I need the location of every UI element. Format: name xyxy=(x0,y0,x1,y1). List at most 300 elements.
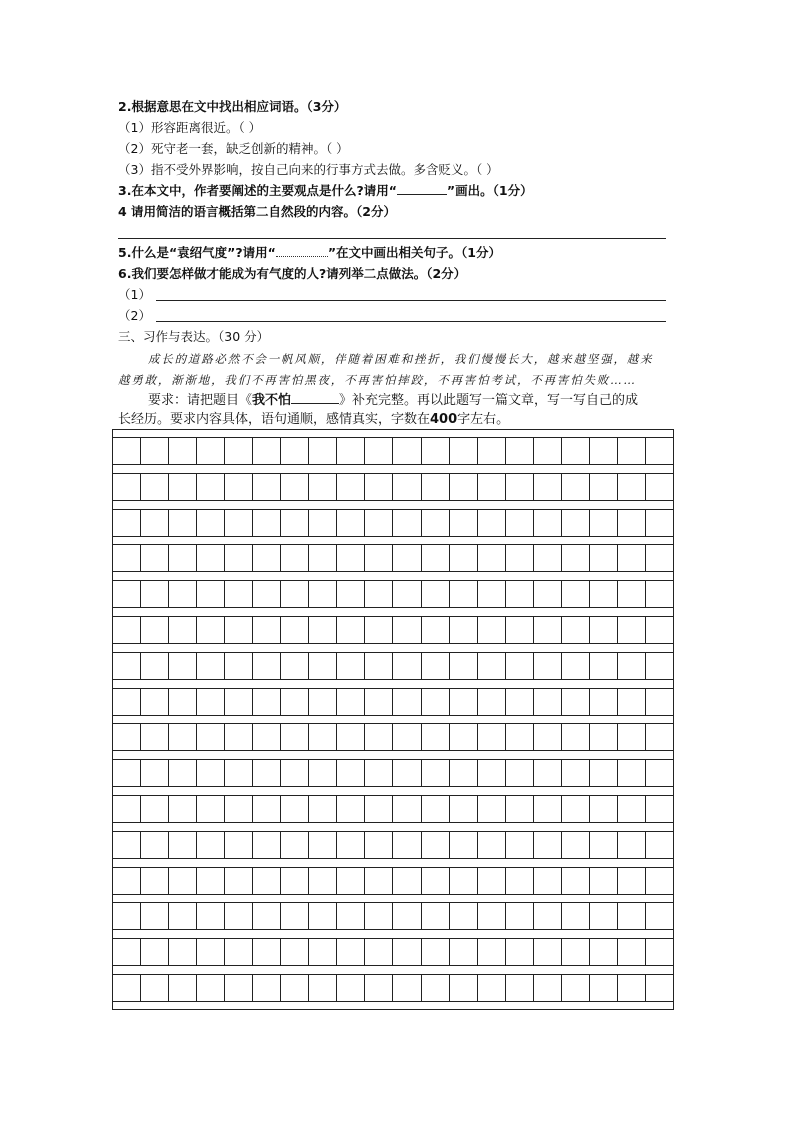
grid-cell[interactable] xyxy=(393,545,421,571)
grid-cell[interactable] xyxy=(562,724,590,750)
grid-cell[interactable] xyxy=(365,581,393,607)
grid-cell[interactable] xyxy=(113,975,141,1001)
grid-cell[interactable] xyxy=(113,438,141,464)
grid-cell[interactable] xyxy=(169,903,197,929)
grid-cell[interactable] xyxy=(422,832,450,858)
grid-cell[interactable] xyxy=(337,903,365,929)
grid-cell[interactable] xyxy=(281,868,309,894)
grid-cell[interactable] xyxy=(253,545,281,571)
grid-cell[interactable] xyxy=(646,796,673,822)
grid-cell[interactable] xyxy=(309,545,337,571)
grid-cell[interactable] xyxy=(450,474,478,500)
grid-cell[interactable] xyxy=(337,545,365,571)
grid-cell[interactable] xyxy=(478,975,506,1001)
grid-cell[interactable] xyxy=(590,617,618,643)
grid-cell[interactable] xyxy=(141,617,169,643)
grid-cell[interactable] xyxy=(253,975,281,1001)
grid-cell[interactable] xyxy=(478,903,506,929)
grid-cell[interactable] xyxy=(281,581,309,607)
grid-cell[interactable] xyxy=(141,760,169,786)
grid-cell[interactable] xyxy=(281,832,309,858)
grid-row[interactable] xyxy=(113,974,673,1002)
grid-cell[interactable] xyxy=(365,689,393,715)
grid-cell[interactable] xyxy=(422,581,450,607)
grid-cell[interactable] xyxy=(506,510,534,536)
grid-cell[interactable] xyxy=(113,545,141,571)
grid-cell[interactable] xyxy=(393,581,421,607)
grid-cell[interactable] xyxy=(590,760,618,786)
grid-cell[interactable] xyxy=(225,438,253,464)
grid-cell[interactable] xyxy=(450,545,478,571)
grid-cell[interactable] xyxy=(422,760,450,786)
grid-cell[interactable] xyxy=(309,724,337,750)
grid-cell[interactable] xyxy=(197,939,225,965)
grid-cell[interactable] xyxy=(141,796,169,822)
grid-row[interactable] xyxy=(113,509,673,537)
grid-cell[interactable] xyxy=(562,545,590,571)
grid-cell[interactable] xyxy=(618,975,646,1001)
grid-cell[interactable] xyxy=(450,438,478,464)
grid-cell[interactable] xyxy=(618,939,646,965)
grid-cell[interactable] xyxy=(393,617,421,643)
grid-cell[interactable] xyxy=(309,939,337,965)
grid-cell[interactable] xyxy=(590,474,618,500)
grid-row[interactable] xyxy=(113,831,673,859)
grid-cell[interactable] xyxy=(253,474,281,500)
grid-cell[interactable] xyxy=(337,796,365,822)
grid-cell[interactable] xyxy=(393,438,421,464)
grid-cell[interactable] xyxy=(253,832,281,858)
grid-cell[interactable] xyxy=(253,689,281,715)
grid-row[interactable] xyxy=(113,867,673,895)
grid-cell[interactable] xyxy=(141,724,169,750)
grid-cell[interactable] xyxy=(141,653,169,679)
grid-cell[interactable] xyxy=(197,832,225,858)
grid-cell[interactable] xyxy=(225,939,253,965)
grid-cell[interactable] xyxy=(169,474,197,500)
grid-cell[interactable] xyxy=(365,868,393,894)
grid-cell[interactable] xyxy=(393,868,421,894)
grid-cell[interactable] xyxy=(113,581,141,607)
grid-cell[interactable] xyxy=(590,832,618,858)
grid-cell[interactable] xyxy=(113,868,141,894)
grid-cell[interactable] xyxy=(506,689,534,715)
grid-cell[interactable] xyxy=(197,438,225,464)
grid-cell[interactable] xyxy=(506,796,534,822)
grid-cell[interactable] xyxy=(534,545,562,571)
grid-cell[interactable] xyxy=(590,653,618,679)
grid-cell[interactable] xyxy=(618,724,646,750)
grid-cell[interactable] xyxy=(618,617,646,643)
grid-cell[interactable] xyxy=(450,975,478,1001)
grid-cell[interactable] xyxy=(646,868,673,894)
grid-cell[interactable] xyxy=(141,581,169,607)
grid-cell[interactable] xyxy=(337,975,365,1001)
grid-cell[interactable] xyxy=(337,724,365,750)
grid-cell[interactable] xyxy=(281,438,309,464)
essay-title-blank[interactable] xyxy=(291,391,339,404)
grid-cell[interactable] xyxy=(478,724,506,750)
grid-cell[interactable] xyxy=(141,510,169,536)
grid-cell[interactable] xyxy=(169,939,197,965)
grid-cell[interactable] xyxy=(225,581,253,607)
grid-cell[interactable] xyxy=(281,903,309,929)
grid-cell[interactable] xyxy=(365,545,393,571)
grid-cell[interactable] xyxy=(365,510,393,536)
grid-cell[interactable] xyxy=(281,796,309,822)
grid-cell[interactable] xyxy=(253,438,281,464)
grid-cell[interactable] xyxy=(618,760,646,786)
grid-cell[interactable] xyxy=(422,868,450,894)
grid-cell[interactable] xyxy=(534,975,562,1001)
grid-cell[interactable] xyxy=(646,760,673,786)
grid-cell[interactable] xyxy=(169,760,197,786)
writing-grid[interactable] xyxy=(112,429,674,1010)
grid-cell[interactable] xyxy=(309,689,337,715)
grid-cell[interactable] xyxy=(225,617,253,643)
grid-cell[interactable] xyxy=(337,438,365,464)
grid-cell[interactable] xyxy=(281,474,309,500)
grid-cell[interactable] xyxy=(478,581,506,607)
grid-cell[interactable] xyxy=(506,975,534,1001)
grid-cell[interactable] xyxy=(506,545,534,571)
grid-cell[interactable] xyxy=(281,689,309,715)
grid-cell[interactable] xyxy=(422,939,450,965)
grid-cell[interactable] xyxy=(309,975,337,1001)
grid-cell[interactable] xyxy=(197,617,225,643)
grid-cell[interactable] xyxy=(590,903,618,929)
q4-answer-line[interactable] xyxy=(118,238,666,239)
grid-cell[interactable] xyxy=(393,653,421,679)
grid-cell[interactable] xyxy=(337,689,365,715)
grid-cell[interactable] xyxy=(281,510,309,536)
grid-cell[interactable] xyxy=(113,617,141,643)
grid-cell[interactable] xyxy=(478,474,506,500)
grid-cell[interactable] xyxy=(646,724,673,750)
grid-cell[interactable] xyxy=(365,903,393,929)
grid-cell[interactable] xyxy=(646,939,673,965)
grid-cell[interactable] xyxy=(646,689,673,715)
grid-cell[interactable] xyxy=(478,510,506,536)
grid-cell[interactable] xyxy=(393,724,421,750)
grid-row[interactable] xyxy=(113,723,673,751)
grid-cell[interactable] xyxy=(309,581,337,607)
grid-cell[interactable] xyxy=(197,581,225,607)
grid-row[interactable] xyxy=(113,795,673,823)
grid-cell[interactable] xyxy=(590,510,618,536)
grid-row[interactable] xyxy=(113,473,673,501)
grid-cell[interactable] xyxy=(393,689,421,715)
grid-cell[interactable] xyxy=(590,724,618,750)
grid-cell[interactable] xyxy=(225,868,253,894)
grid-cell[interactable] xyxy=(197,760,225,786)
grid-cell[interactable] xyxy=(562,903,590,929)
grid-cell[interactable] xyxy=(225,903,253,929)
grid-cell[interactable] xyxy=(253,510,281,536)
grid-cell[interactable] xyxy=(281,939,309,965)
grid-cell[interactable] xyxy=(197,545,225,571)
grid-cell[interactable] xyxy=(113,724,141,750)
grid-cell[interactable] xyxy=(562,760,590,786)
grid-cell[interactable] xyxy=(169,653,197,679)
grid-cell[interactable] xyxy=(309,438,337,464)
grid-cell[interactable] xyxy=(169,510,197,536)
grid-cell[interactable] xyxy=(253,653,281,679)
grid-cell[interactable] xyxy=(590,939,618,965)
grid-cell[interactable] xyxy=(534,832,562,858)
grid-cell[interactable] xyxy=(393,474,421,500)
grid-cell[interactable] xyxy=(534,474,562,500)
grid-cell[interactable] xyxy=(534,510,562,536)
grid-cell[interactable] xyxy=(197,510,225,536)
grid-cell[interactable] xyxy=(141,975,169,1001)
grid-cell[interactable] xyxy=(393,760,421,786)
grid-cell[interactable] xyxy=(393,903,421,929)
grid-cell[interactable] xyxy=(365,617,393,643)
q6-answer-line-2[interactable] xyxy=(156,321,666,322)
grid-cell[interactable] xyxy=(562,474,590,500)
grid-cell[interactable] xyxy=(646,474,673,500)
grid-cell[interactable] xyxy=(534,438,562,464)
grid-cell[interactable] xyxy=(562,689,590,715)
grid-cell[interactable] xyxy=(197,975,225,1001)
grid-cell[interactable] xyxy=(590,796,618,822)
grid-cell[interactable] xyxy=(337,510,365,536)
grid-cell[interactable] xyxy=(590,545,618,571)
grid-cell[interactable] xyxy=(562,832,590,858)
grid-cell[interactable] xyxy=(478,868,506,894)
grid-cell[interactable] xyxy=(113,474,141,500)
grid-cell[interactable] xyxy=(590,868,618,894)
grid-cell[interactable] xyxy=(113,689,141,715)
grid-cell[interactable] xyxy=(646,903,673,929)
grid-cell[interactable] xyxy=(450,689,478,715)
grid-cell[interactable] xyxy=(169,832,197,858)
grid-cell[interactable] xyxy=(113,760,141,786)
grid-cell[interactable] xyxy=(422,689,450,715)
grid-cell[interactable] xyxy=(169,724,197,750)
grid-cell[interactable] xyxy=(169,545,197,571)
grid-cell[interactable] xyxy=(169,796,197,822)
grid-cell[interactable] xyxy=(506,653,534,679)
grid-row[interactable] xyxy=(113,652,673,680)
grid-cell[interactable] xyxy=(253,939,281,965)
grid-cell[interactable] xyxy=(113,510,141,536)
grid-cell[interactable] xyxy=(618,545,646,571)
grid-cell[interactable] xyxy=(478,653,506,679)
grid-cell[interactable] xyxy=(197,868,225,894)
grid-cell[interactable] xyxy=(113,653,141,679)
grid-cell[interactable] xyxy=(365,438,393,464)
grid-cell[interactable] xyxy=(534,939,562,965)
grid-cell[interactable] xyxy=(365,796,393,822)
grid-cell[interactable] xyxy=(225,510,253,536)
grid-cell[interactable] xyxy=(422,796,450,822)
grid-cell[interactable] xyxy=(253,581,281,607)
grid-cell[interactable] xyxy=(225,760,253,786)
grid-cell[interactable] xyxy=(422,653,450,679)
grid-cell[interactable] xyxy=(450,724,478,750)
grid-cell[interactable] xyxy=(422,617,450,643)
grid-cell[interactable] xyxy=(113,832,141,858)
grid-cell[interactable] xyxy=(141,939,169,965)
grid-cell[interactable] xyxy=(646,545,673,571)
grid-cell[interactable] xyxy=(225,545,253,571)
grid-row[interactable] xyxy=(113,437,673,465)
grid-cell[interactable] xyxy=(365,724,393,750)
grid-cell[interactable] xyxy=(646,438,673,464)
grid-cell[interactable] xyxy=(169,438,197,464)
grid-cell[interactable] xyxy=(506,724,534,750)
grid-cell[interactable] xyxy=(646,975,673,1001)
grid-cell[interactable] xyxy=(309,760,337,786)
grid-cell[interactable] xyxy=(393,832,421,858)
grid-cell[interactable] xyxy=(281,975,309,1001)
grid-cell[interactable] xyxy=(365,653,393,679)
grid-cell[interactable] xyxy=(253,724,281,750)
grid-cell[interactable] xyxy=(534,868,562,894)
grid-cell[interactable] xyxy=(197,474,225,500)
grid-cell[interactable] xyxy=(478,689,506,715)
grid-cell[interactable] xyxy=(506,939,534,965)
grid-cell[interactable] xyxy=(450,581,478,607)
grid-cell[interactable] xyxy=(309,510,337,536)
grid-cell[interactable] xyxy=(562,653,590,679)
grid-row[interactable] xyxy=(113,580,673,608)
grid-cell[interactable] xyxy=(337,617,365,643)
grid-cell[interactable] xyxy=(337,760,365,786)
grid-cell[interactable] xyxy=(225,474,253,500)
grid-cell[interactable] xyxy=(169,975,197,1001)
grid-cell[interactable] xyxy=(422,545,450,571)
grid-cell[interactable] xyxy=(141,832,169,858)
grid-cell[interactable] xyxy=(337,474,365,500)
grid-cell[interactable] xyxy=(197,724,225,750)
grid-cell[interactable] xyxy=(169,689,197,715)
grid-cell[interactable] xyxy=(618,832,646,858)
grid-cell[interactable] xyxy=(309,617,337,643)
grid-cell[interactable] xyxy=(253,796,281,822)
grid-cell[interactable] xyxy=(393,510,421,536)
grid-cell[interactable] xyxy=(534,653,562,679)
grid-cell[interactable] xyxy=(422,438,450,464)
grid-cell[interactable] xyxy=(506,760,534,786)
grid-cell[interactable] xyxy=(590,689,618,715)
grid-cell[interactable] xyxy=(506,903,534,929)
grid-cell[interactable] xyxy=(506,438,534,464)
grid-cell[interactable] xyxy=(618,510,646,536)
grid-cell[interactable] xyxy=(534,581,562,607)
grid-cell[interactable] xyxy=(225,689,253,715)
grid-cell[interactable] xyxy=(450,939,478,965)
grid-cell[interactable] xyxy=(590,975,618,1001)
grid-cell[interactable] xyxy=(337,868,365,894)
grid-cell[interactable] xyxy=(562,868,590,894)
grid-cell[interactable] xyxy=(562,510,590,536)
grid-cell[interactable] xyxy=(562,939,590,965)
grid-cell[interactable] xyxy=(618,689,646,715)
grid-cell[interactable] xyxy=(506,617,534,643)
grid-cell[interactable] xyxy=(422,474,450,500)
grid-cell[interactable] xyxy=(225,796,253,822)
grid-cell[interactable] xyxy=(337,832,365,858)
grid-cell[interactable] xyxy=(393,975,421,1001)
grid-cell[interactable] xyxy=(478,796,506,822)
grid-row[interactable] xyxy=(113,938,673,966)
grid-cell[interactable] xyxy=(506,581,534,607)
grid-row[interactable] xyxy=(113,902,673,930)
grid-cell[interactable] xyxy=(141,545,169,571)
grid-cell[interactable] xyxy=(646,581,673,607)
grid-cell[interactable] xyxy=(562,617,590,643)
grid-cell[interactable] xyxy=(618,868,646,894)
grid-cell[interactable] xyxy=(281,724,309,750)
grid-cell[interactable] xyxy=(281,545,309,571)
grid-cell[interactable] xyxy=(534,724,562,750)
grid-cell[interactable] xyxy=(309,868,337,894)
grid-cell[interactable] xyxy=(534,689,562,715)
grid-cell[interactable] xyxy=(281,617,309,643)
grid-row[interactable] xyxy=(113,544,673,572)
grid-cell[interactable] xyxy=(225,724,253,750)
grid-cell[interactable] xyxy=(422,510,450,536)
grid-cell[interactable] xyxy=(450,653,478,679)
grid-cell[interactable] xyxy=(590,438,618,464)
grid-cell[interactable] xyxy=(590,581,618,607)
grid-cell[interactable] xyxy=(478,545,506,571)
grid-cell[interactable] xyxy=(646,653,673,679)
grid-cell[interactable] xyxy=(141,689,169,715)
grid-cell[interactable] xyxy=(618,796,646,822)
grid-cell[interactable] xyxy=(365,975,393,1001)
grid-cell[interactable] xyxy=(450,617,478,643)
grid-cell[interactable] xyxy=(225,653,253,679)
grid-cell[interactable] xyxy=(197,796,225,822)
grid-cell[interactable] xyxy=(506,868,534,894)
grid-cell[interactable] xyxy=(450,832,478,858)
grid-cell[interactable] xyxy=(534,617,562,643)
grid-cell[interactable] xyxy=(618,653,646,679)
grid-cell[interactable] xyxy=(450,796,478,822)
grid-row[interactable] xyxy=(113,759,673,787)
grid-cell[interactable] xyxy=(309,653,337,679)
grid-cell[interactable] xyxy=(197,903,225,929)
grid-row[interactable] xyxy=(113,688,673,716)
grid-cell[interactable] xyxy=(113,939,141,965)
grid-cell[interactable] xyxy=(309,832,337,858)
grid-cell[interactable] xyxy=(450,510,478,536)
grid-cell[interactable] xyxy=(478,617,506,643)
grid-cell[interactable] xyxy=(281,653,309,679)
grid-row[interactable] xyxy=(113,616,673,644)
grid-cell[interactable] xyxy=(113,796,141,822)
grid-cell[interactable] xyxy=(253,760,281,786)
grid-cell[interactable] xyxy=(365,760,393,786)
grid-cell[interactable] xyxy=(309,474,337,500)
grid-cell[interactable] xyxy=(422,975,450,1001)
grid-cell[interactable] xyxy=(309,796,337,822)
grid-cell[interactable] xyxy=(365,832,393,858)
grid-cell[interactable] xyxy=(646,832,673,858)
grid-cell[interactable] xyxy=(141,438,169,464)
grid-cell[interactable] xyxy=(197,689,225,715)
grid-cell[interactable] xyxy=(478,760,506,786)
grid-cell[interactable] xyxy=(422,724,450,750)
grid-cell[interactable] xyxy=(534,903,562,929)
grid-cell[interactable] xyxy=(646,510,673,536)
grid-cell[interactable] xyxy=(337,653,365,679)
grid-cell[interactable] xyxy=(393,939,421,965)
